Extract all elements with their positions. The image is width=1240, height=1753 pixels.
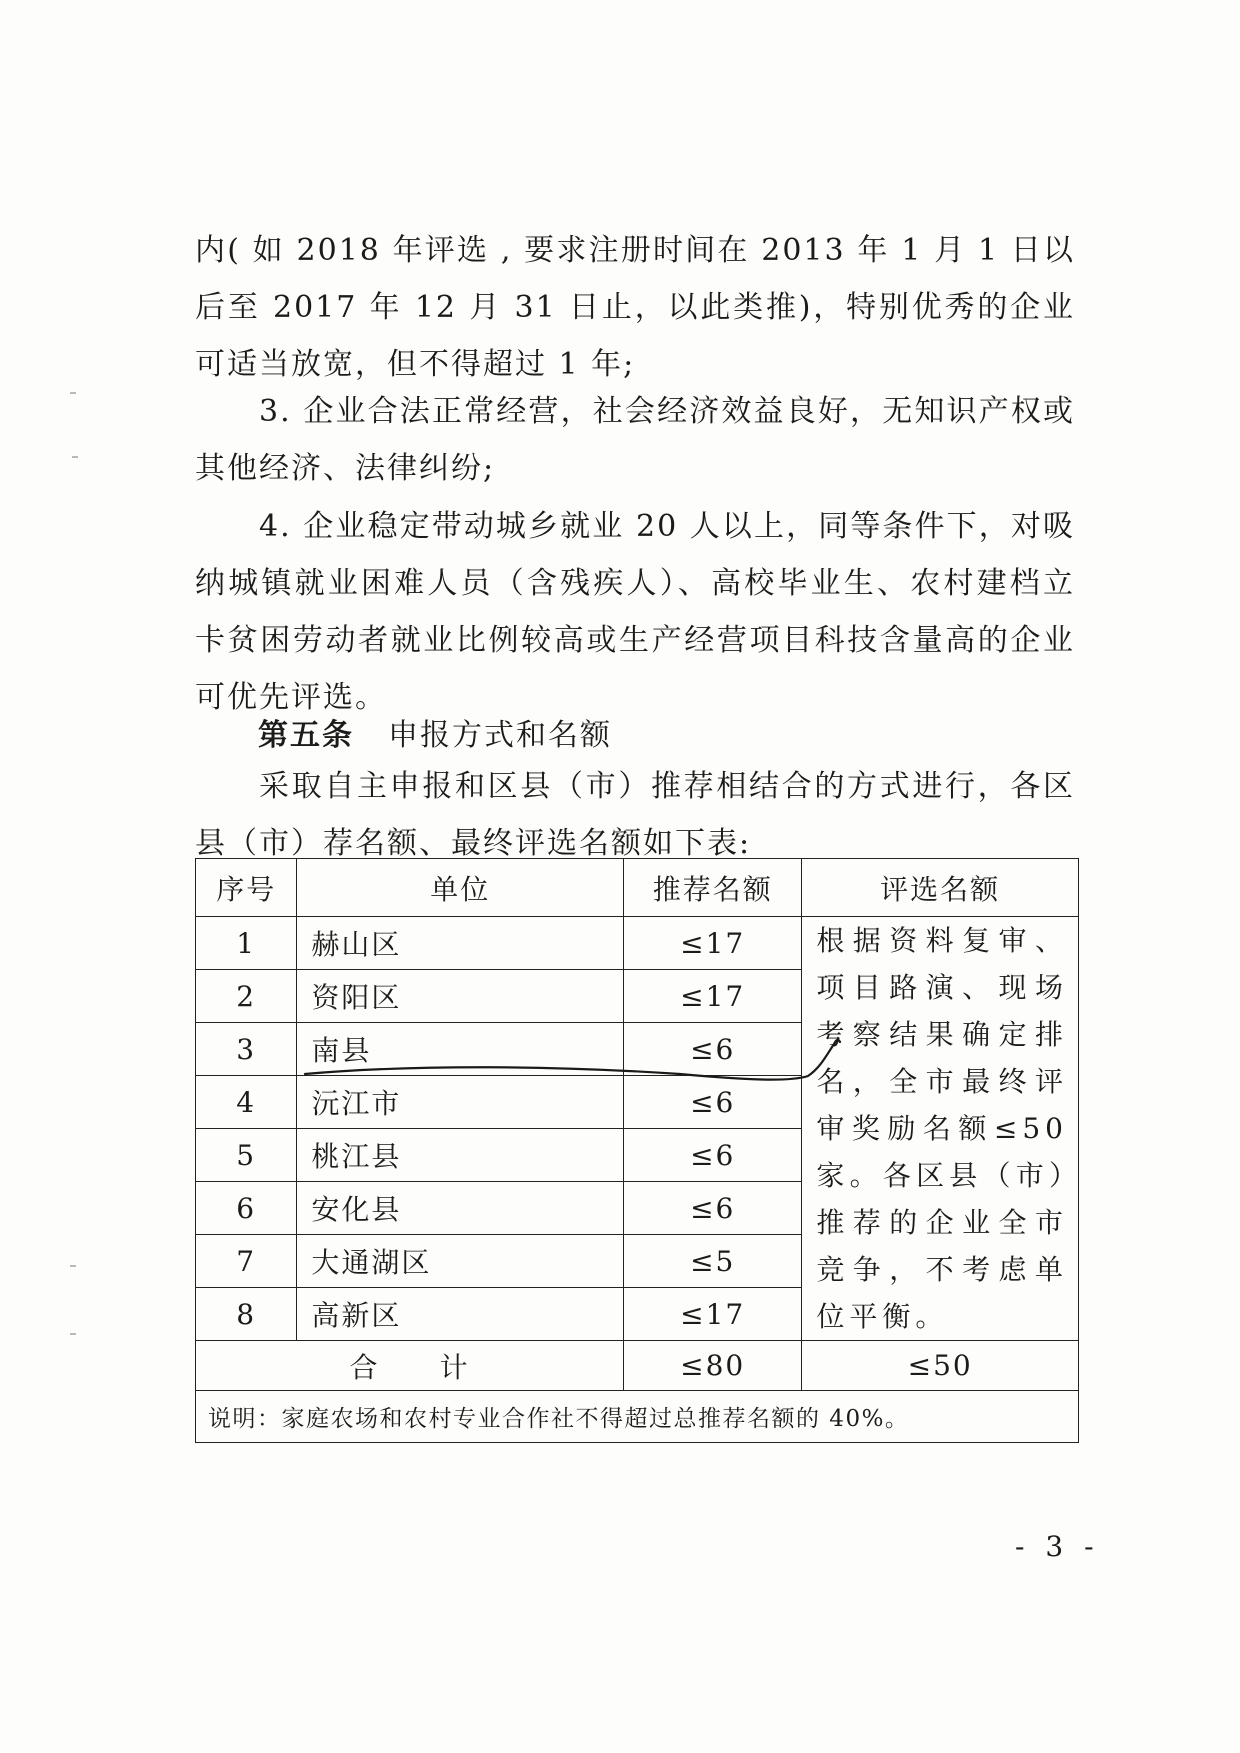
row-recommended: ≤5: [624, 1235, 802, 1288]
header-no: 序号: [196, 859, 297, 917]
row-unit: 沅江市: [297, 1076, 624, 1129]
table-row: [196, 917, 1079, 970]
paragraph-method: 采取自主申报和区县（市）推荐相结合的方式进行，各区县（市）荐名额、最终评选名额如下表:: [195, 769, 1075, 861]
row-unit: 安化县: [297, 1182, 624, 1235]
total-selected: ≤50: [802, 1341, 1079, 1391]
row-recommended: ≤6: [624, 1182, 802, 1235]
row-no: 5: [196, 1129, 297, 1182]
row-no: 6: [196, 1182, 297, 1235]
header-recommended: 推荐名额: [624, 859, 802, 917]
quota-table: [195, 858, 1079, 1443]
row-unit: 大通湖区: [297, 1235, 624, 1288]
row-unit: 资阳区: [297, 970, 624, 1023]
paragraph-item-3: 3. 企业合法正常经营，社会经济效益良好，无知识产权或其他经济、法律纠纷;: [195, 394, 1075, 486]
row-unit: 桃江县: [297, 1129, 624, 1182]
table-header-row: [196, 859, 1079, 917]
header-selected: 评选名额: [802, 859, 1079, 917]
row-recommended: ≤6: [624, 1129, 802, 1182]
row-recommended: ≤17: [624, 917, 802, 970]
scan-speck: [72, 456, 78, 458]
row-unit: 高新区: [297, 1288, 624, 1341]
row-recommended: ≤6: [624, 1076, 802, 1129]
table-note-row: [196, 1391, 1079, 1443]
paragraph-registration-time: 内( 如 2018 年评选 , 要求注册时间在 2013 年 1 月 1 日以后至 2017 年 12 月 31 日止，以此类推)，特别优秀的企业可适当放宽，但不得超过 1 年;: [195, 233, 1075, 382]
row-unit: 南县: [297, 1023, 624, 1076]
row-no: 2: [196, 970, 297, 1023]
header-unit: 单位: [297, 859, 624, 917]
scan-speck: [70, 392, 76, 394]
page-number: - 3 -: [1015, 1530, 1100, 1563]
total-label: 合 计: [196, 1341, 624, 1391]
row-no: 1: [196, 917, 297, 970]
scan-speck: [70, 1333, 76, 1335]
paragraph-item-4: 4. 企业稳定带动城乡就业 20 人以上，同等条件下，对吸纳城镇就业困难人员（含残疾人）、高校毕业生、农村建档立卡贫困劳动者就业比例较高或生产经营项目科技含量高的企业可优先评选。: [195, 509, 1075, 715]
article-5-number: 第五条: [258, 718, 354, 753]
row-recommended: ≤6: [624, 1023, 802, 1076]
total-recommended: ≤80: [624, 1341, 802, 1391]
row-recommended: ≤17: [624, 1288, 802, 1341]
row-no: 3: [196, 1023, 297, 1076]
row-recommended: ≤17: [624, 970, 802, 1023]
row-no: 8: [196, 1288, 297, 1341]
row-no: 7: [196, 1235, 297, 1288]
scan-speck: [70, 1265, 76, 1267]
row-unit: 赫山区: [297, 917, 624, 970]
selection-note: 根据资料复审、项目路演、现场考察结果确定排名，全市最终评审奖励名额≤50 家。各区县（市）推荐的企业全市竞争，不考虑单位平衡。: [802, 917, 1079, 1341]
article-5-heading: [258, 712, 612, 760]
row-no: 4: [196, 1076, 297, 1129]
article-5-title: 申报方式和名额: [388, 718, 612, 753]
table-total-row: [196, 1341, 1079, 1391]
table-note: 说明：家庭农场和农村专业合作社不得超过总推荐名额的 40%。: [196, 1391, 1079, 1443]
